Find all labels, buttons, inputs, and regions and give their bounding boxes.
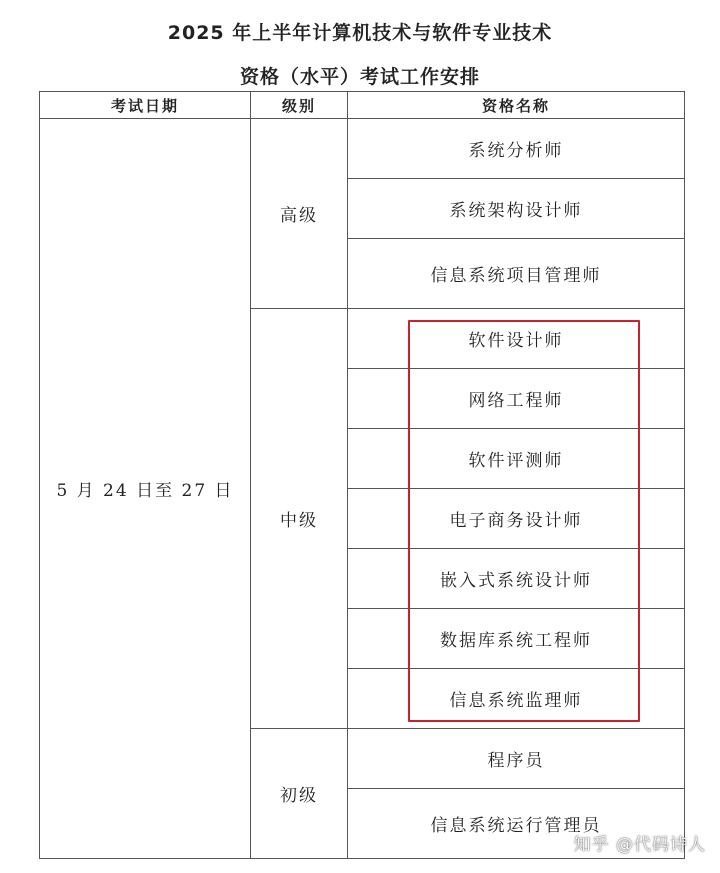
level-cell-intermediate: 中级 [251, 309, 348, 729]
exam-schedule-table [39, 91, 685, 859]
header-row [40, 92, 685, 119]
qualification-name: 信息系统监理师 [348, 669, 685, 729]
qualification-name: 系统架构设计师 [348, 179, 685, 239]
header-qualification-name: 资格名称 [348, 92, 685, 119]
exam-date-cell: 5 月 24 日至 27 日 [40, 119, 251, 859]
qualification-name: 数据库系统工程师 [348, 609, 685, 669]
qualification-name: 软件评测师 [348, 429, 685, 489]
qualification-name: 网络工程师 [348, 369, 685, 429]
qualification-name: 软件设计师 [348, 309, 685, 369]
qualification-name: 程序员 [348, 729, 685, 789]
title-line-1: 2025 年上半年计算机技术与软件专业技术 [167, 22, 553, 44]
level-cell-senior: 高级 [251, 119, 348, 309]
qualification-name: 嵌入式系统设计师 [348, 549, 685, 609]
level-cell-junior: 初级 [251, 729, 348, 859]
header-level: 级别 [251, 92, 348, 119]
qualification-name: 信息系统运行管理员 [348, 789, 685, 859]
qualification-name: 信息系统项目管理师 [348, 239, 685, 309]
header-exam-date: 考试日期 [40, 92, 251, 119]
qualification-name: 电子商务设计师 [348, 489, 685, 549]
title-line-2: 资格（水平）考试工作安排 [239, 66, 480, 88]
table-row [40, 119, 685, 179]
watermark: 知乎 @代码诗人 [573, 835, 706, 855]
qualification-name: 系统分析师 [348, 119, 685, 179]
